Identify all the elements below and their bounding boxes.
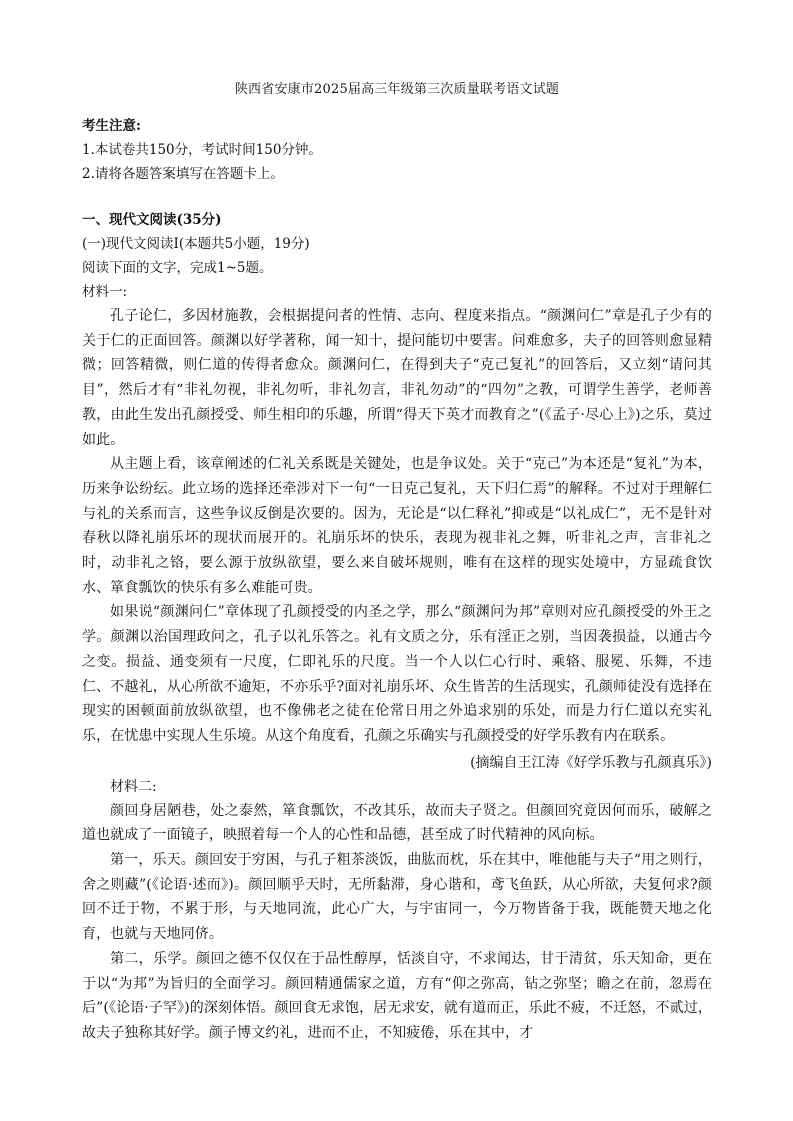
material1-paragraph: 如果说“颜渊问仁”章体现了孔颜授受的内圣之学，那么“颜渊问为邦”章则对应孔颜授受的外王之学。颜渊以治国理政问之，孔子以礼乐答之。礼有文质之分，乐有淫正之别，当因袭损益，以通古今之变。损益、通变须有一尺度，仁即礼乐的尺度。当一个人以仁心行时、乘辂、服冕、乐舞，不违仁、不越礼，从心所欲不逾矩，不亦乐乎?面对礼崩乐坏、众生皆苦的生活现实，孔颜师徒没有选择在现实的困顿面前放纵欲望，也不像佛老之徒在伦常日用之外追求别的乐处，而是力行仁道以充实礼乐，在忧患中实现人生乐境。从这个角度看，孔颜之乐确实与孔颜授受的好学乐教有内在联系。: [82, 604, 712, 744]
notice-item: 2.请将各题答案填写在答题卡上。: [82, 166, 284, 182]
material2-paragraph: 第二，乐学。颜回之德不仅仅在于品性醇厚，恬淡自守，不求闻达，甘于清贫，乐天知命，更在于以“为邦”为旨归的全面学习。颜回精通儒家之道，方有“仰之弥高，钻之弥坚；瞻之在前，忽焉在后”(《论语·子罕》)的深刻体悟。颜回食无求饱，居无求安，就有道而正，乐此不疲，不迁怒，不贰过，故夫子独称其好学。颜子博文约礼，进而不止，不知疲倦，乐在其中，才: [82, 950, 712, 1041]
sub-heading: (一)现代文阅读Ⅰ(本题共5小题，19分): [82, 236, 310, 252]
page-title: 陕西省安康市2025届高三年级第三次质量联考语文试题: [234, 82, 560, 97]
notice-item: 1.本试卷共150分，考试时间150分钟。: [82, 142, 322, 158]
material2-paragraph: 第一，乐天。颜回安于穷困，与孔子粗茶淡饭，曲肱而枕，乐在其中，唯他能与夫子“用之则行，舍之则藏”(《论语·述而》)。颜回顺乎天时，无所黏滞，身心谐和，鸢飞鱼跃，从心所欲，夫复何求?颜回不迁于物，不累于形，与天地同流，此心广大，与宇宙同一，今万物皆备于我，既能赞天地之化育，也就与天地同侪。: [82, 852, 712, 943]
material1-paragraph: 从主题上看，该章阐述的仁礼关系既是关键处，也是争议处。关于“克己”为本还是“复礼”为本，历来争讼纷纭。此立场的选择还牵涉对下一句“一日克己复礼，天下归仁焉”的解释。不过对于理解仁与礼的关系而言，这些争议反倒是次要的。因为，无论是“以仁释礼”抑或是“以礼成仁”，无不是针对春秋以降礼崩乐坏的现状而展开的。礼崩乐坏的快乐，表现为视非礼之舞，听非礼之声，言非礼之时，动非礼之铬，要么源于放纵欲望，要么来自破坏规则，唯有在这样的现实处境中，方显疏食饮水、箪食瓢饮的快乐有多么难能可贵。: [82, 456, 712, 596]
material2-paragraph: 颜回身居陋巷，处之泰然，箪食瓢饮，不改其乐，故而夫子贤之。但颜回究竟因何而乐，破解之道也就成了一面镜子，映照着每一个人的心性和品德，甚至成了时代精神的风向标。: [82, 802, 712, 844]
material2-label: 材料二:: [110, 778, 157, 795]
spacer: [82, 186, 712, 208]
material1-paragraph: 孔子论仁，多因材施教，会根据提问者的性情、志向、程度来指点。“颜渊问仁”章是孔子少有的关于仁的正面回答。颜渊以好学著称，闻一知十，提问能切中要害。问难愈多，夫子的回答则愈显精微；回答精微，则仁道的传得者愈众。颜渊问仁，在得到夫子“克己复礼”的回答后，又立刻“请问其目”，然后才有“非礼勿视，非礼勿听，非礼勿言，非礼勿动”的“四勿”之教，可谓学生善学，老师善教，由此生发出孔颜授受、师生相印的乐趣，所谓“得天下英才而教育之”(《孟子·尽心上》)之乐，莫过如此。: [82, 308, 712, 448]
instruction: 阅读下面的文字，完成1~5题。: [82, 260, 273, 276]
material1-label: 材料一:: [82, 284, 128, 300]
section-heading: 一、现代文阅读(35分): [82, 212, 222, 228]
exam-page: [82, 78, 712, 1046]
material1-source: (摘编自王江涛《好学乐教与孔颜真乐》): [470, 754, 712, 771]
notice-heading: 考生注意:: [82, 118, 141, 134]
